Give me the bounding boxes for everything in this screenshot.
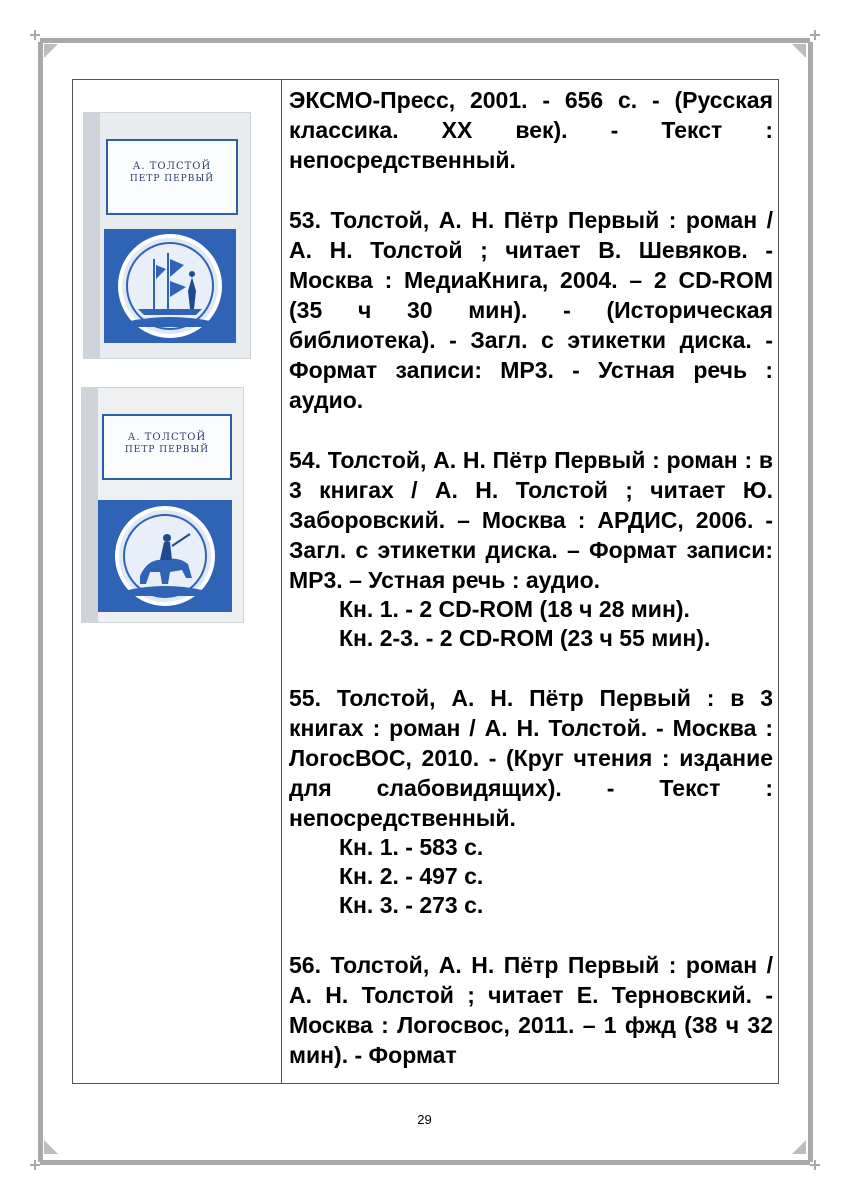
bibliography-entry: 53. Толстой, А. Н. Пётр Первый : роман / А. Н. Толстой ; читает В. Шевяков. - Москва : МедиаКнига, 2004. – 2 CD-ROM (35 ч 30 мин). - (Историческая библиотека). - Загл. с этикетки диска. - Формат записи: MP3. - Устная речь : аудио.	[289, 207, 773, 413]
page-border-left	[38, 42, 43, 1162]
entries-column	[282, 80, 778, 1083]
volume-line: Кн. 1. - 583 с.	[339, 834, 484, 860]
volume-line: Кн. 3. - 273 с.	[339, 892, 484, 918]
corner-triangle	[44, 1140, 58, 1154]
corner-ornament	[30, 30, 40, 40]
covers-column	[73, 80, 282, 1083]
bibliography-entry: 54. Толстой, А. Н. Пётр Первый : роман : в 3 книгах / А. Н. Толстой ; читает Ю. Заборовский. – Москва : АРДИС, 2006. - Загл. с этикетки диска. – Формат записи: MP3. – Устная речь : аудио.	[289, 447, 773, 593]
bibliography-entry: 56. Толстой, А. Н. Пётр Первый : роман / А. Н. Толстой ; читает Е. Терновский. - Москва : Логосвос, 2011. – 1 фжд (38 ч 32 мин). - Формат	[289, 952, 773, 1068]
page-border-bottom	[40, 1160, 810, 1165]
bibliography-entry: ЭКСМО-Пресс, 2001. - 656 с. - (Русская классика. XX век). - Текст : непосредственный.	[289, 87, 773, 173]
page-border-top	[40, 38, 810, 43]
corner-triangle	[792, 1140, 806, 1154]
corner-triangle	[792, 44, 806, 58]
cover-illustration-rider	[98, 500, 232, 612]
cover-title-plate	[102, 414, 232, 480]
corner-ornament	[810, 30, 820, 40]
volume-line: Кн. 2. - 497 с.	[339, 863, 484, 889]
cover-title-plate	[106, 139, 238, 215]
page-number: 29	[417, 1112, 432, 1127]
cover-author: А. ТОЛСТОЙ	[127, 432, 207, 443]
book-spine	[82, 388, 98, 622]
page-border-right	[808, 42, 813, 1162]
book-cover-image	[83, 112, 251, 359]
book-spine	[84, 113, 100, 358]
corner-ornament	[30, 1160, 40, 1170]
bibliography-table	[72, 79, 779, 1084]
cover-author: А. ТОЛСТОЙ	[132, 161, 212, 172]
book-cover-image	[81, 387, 244, 623]
corner-ornament	[810, 1160, 820, 1170]
volume-line: Кн. 2-3. - 2 CD-ROM (23 ч 55 мин).	[339, 625, 711, 651]
bibliography-entry: 55. Толстой, А. Н. Пётр Первый : в 3 книгах : роман / А. Н. Толстой. - Москва : ЛогосВОС, 2010. - (Круг чтения : издание для слабовидящих). - Текст : непосредственный.	[289, 685, 773, 831]
cover-illustration-ships	[104, 229, 236, 343]
cover-title: ПЕТР ПЕРВЫЙ	[124, 445, 210, 455]
corner-triangle	[44, 44, 58, 58]
cover-title: ПЕТР ПЕРВЫЙ	[129, 174, 215, 184]
volume-line: Кн. 1. - 2 CD-ROM (18 ч 28 мин).	[339, 596, 690, 622]
